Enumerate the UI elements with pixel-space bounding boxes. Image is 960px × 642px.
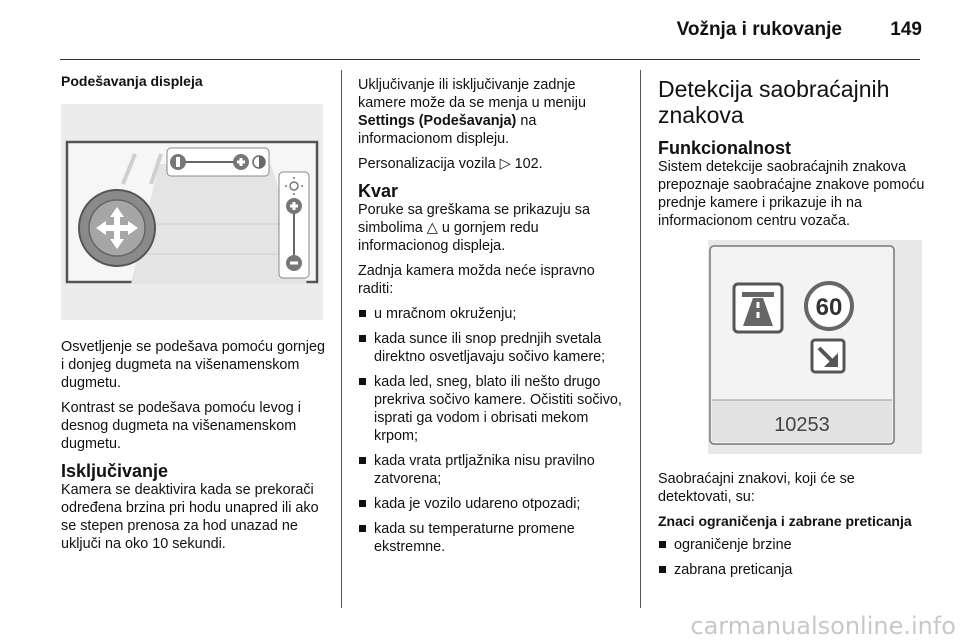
- page-reference-icon: ▷: [499, 156, 515, 172]
- page-title: Detekcija saobraćajnih znakova: [658, 76, 890, 128]
- paragraph-personalization: [358, 155, 626, 173]
- header-rule: [60, 59, 920, 60]
- paragraph-contrast: Kontrast se podešava pomoću levog i desnog dugmeta na višenamenskom dugmetu.: [61, 400, 301, 452]
- paragraph-brightness: Osvetljenje se podešava pomoću gornjeg i donjeg dugmeta na višenamenskom dugmetu.: [61, 339, 325, 391]
- traffic-sign-display-figure: [708, 240, 922, 454]
- list-item: u mračnom okruženju;: [358, 305, 626, 323]
- paragraph-deactivation: Kamera se deaktivira kada se prekorači određena brzina pri hodu unapred ili ako se stepen prenosa za hod unazad ne uključi na oko 10 sekundi.: [61, 482, 319, 552]
- heading-functionality: Funkcionalnost: [658, 138, 792, 158]
- paragraph-functionality: Sistem detekcije saobraćajnih znakova prepoznaje saobraćajne znakove pomoću prednje kamere i prikazuje ih na informacionom centru vozača.: [658, 159, 925, 229]
- watermark: carmanualsonline.info: [690, 612, 956, 640]
- display-settings-figure: [61, 104, 323, 320]
- text: u gornjem redu informacionog displeja.: [358, 220, 539, 254]
- page-reference[interactable]: 102.: [514, 156, 543, 172]
- header-title: Vožnja i rukovanje: [676, 19, 842, 40]
- list-item: zabrana preticanja: [658, 561, 926, 579]
- paragraph-conditions: Zadnja kamera možda neće ispravno raditi:: [358, 263, 595, 297]
- text: na informacionom displeju.: [358, 113, 537, 147]
- settings-menu-label: Settings (Podešavanja): [358, 113, 517, 129]
- column-1: [61, 72, 329, 560]
- column-3: [658, 76, 926, 586]
- text: Personalizacija vozila: [358, 156, 500, 172]
- text: Uključivanje ili isključivanje zadnje kamere može da se menja u meniju: [358, 77, 586, 111]
- subheading-restriction-signs: Znaci ograničenja i zabrane preticanja: [658, 513, 912, 529]
- warning-triangle-icon: △: [426, 220, 438, 236]
- column-divider-2: [640, 70, 641, 608]
- column-2: [358, 76, 626, 563]
- heading-off: Isključivanje: [61, 461, 169, 481]
- list-item: kada su temperaturne promene ekstremne.: [358, 520, 626, 556]
- speed-limit-value: 60: [815, 294, 843, 321]
- odometer-value: 10253: [774, 414, 830, 436]
- list-item: kada sunce ili snop prednjih svetala direktno osvetljavaju sočivo kamere;: [358, 330, 626, 366]
- text: Poruke sa greškama se prikazuju sa simbolima: [358, 202, 590, 236]
- paragraph-camera-toggle: [358, 76, 626, 148]
- section-title: Podešavanja displeja: [61, 73, 203, 89]
- heading-fault: Kvar: [358, 181, 399, 201]
- list-item: kada vrata prtljažnika nisu pravilno zatvorena;: [358, 452, 626, 488]
- paragraph-detected-signs: Saobraćajni znakovi, koji će se detektovati, su:: [658, 471, 855, 505]
- list-item: ograničenje brzine: [658, 536, 926, 554]
- paragraph-errors: [358, 201, 626, 255]
- list-item: kada je vozilo udareno otpozadi;: [358, 495, 626, 513]
- column-divider-1: [341, 70, 342, 608]
- conditions-list: [358, 305, 626, 556]
- page-number: 149: [890, 19, 922, 40]
- page-header: [0, 0, 960, 60]
- list-item: kada led, sneg, blato ili nešto drugo prekriva sočivo kamere. Očistiti sočivo, isprati ga vodom i obrisati mekom krpom;: [358, 373, 626, 445]
- signs-list: [658, 536, 926, 579]
